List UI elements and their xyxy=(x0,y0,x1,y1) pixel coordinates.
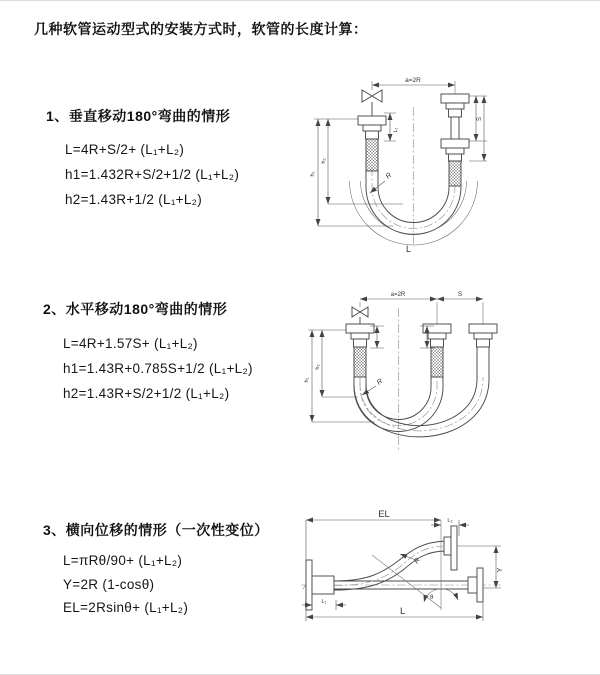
dim-label-s: S xyxy=(477,116,483,122)
left-fitting-assembly xyxy=(358,81,386,171)
formula-line: Y=2R (1-cosθ) xyxy=(63,576,155,592)
radius-label: R xyxy=(375,377,385,387)
left-flange-assembly xyxy=(306,560,334,610)
angle-label: θ xyxy=(430,595,434,601)
dim-label-h2: h₂ xyxy=(315,364,321,370)
left-fitting-assembly xyxy=(346,302,374,377)
section2-formulas xyxy=(63,331,253,406)
valve-icon xyxy=(362,90,382,102)
length-label: L xyxy=(406,244,412,254)
dim-label-el: EL xyxy=(378,509,390,520)
dim-label-a2r: a=2R xyxy=(405,77,421,84)
dim-label-l2: L₂ xyxy=(447,518,453,524)
diagram1-svg xyxy=(300,69,585,261)
section3-formulas xyxy=(63,549,188,620)
formula-line: EL=2Rsinθ+ (L₁+L₂) xyxy=(63,600,189,615)
hose-u-position2 xyxy=(354,377,489,437)
dim-label-l1: L₁ xyxy=(393,127,399,133)
dim-label-h1: h₁ xyxy=(304,377,310,383)
radius-label: R xyxy=(384,171,394,181)
valve-icon xyxy=(352,307,368,317)
dim-label-y: Y xyxy=(497,567,504,573)
formula-line: L=πRθ/90+ (L₁+L₂) xyxy=(63,553,183,568)
formula-line: h1=1.432R+S/2+1/2 (L₁+L₂) xyxy=(65,167,240,182)
formula-line: h2=1.43R+S/2+1/2 (L₁+L₂) xyxy=(63,386,230,401)
braided-hose-section xyxy=(431,347,443,377)
formula-line: h1=1.43R+0.785S+1/2 (L₁+L₂) xyxy=(63,361,253,376)
diagram-horizontal-180 xyxy=(300,282,585,460)
page-top-edge xyxy=(0,0,600,1)
diagram2-svg xyxy=(300,282,585,460)
diagram-lateral-displacement xyxy=(296,500,591,650)
right-fitting-assembly xyxy=(441,81,469,186)
radius-label: R xyxy=(413,556,422,566)
right-fitting-assembly xyxy=(469,302,497,377)
s-curve-hose-position xyxy=(334,526,457,590)
formula-line: L=4R+S/2+ (L₁+L₂) xyxy=(65,142,185,157)
dimensions xyxy=(304,291,483,422)
braided-hose-section xyxy=(366,139,378,171)
diagram3-svg xyxy=(296,500,591,650)
dim-label-h1: h₁ xyxy=(310,171,316,177)
formula-line: L=4R+1.57S+ (L₁+L₂) xyxy=(63,336,198,351)
page-title: 几种软管运动型式的安装方式时，软管的长度计算： xyxy=(34,21,368,37)
braided-hose-section xyxy=(354,347,366,377)
dim-label-a2r: a=2R xyxy=(390,292,406,298)
section1-formulas xyxy=(65,137,239,212)
dimensions xyxy=(302,509,504,621)
section1-heading: 1、垂直移动180°弯曲的情形 xyxy=(46,108,231,124)
formula-line: h2=1.43R+1/2 (L₁+L₂) xyxy=(65,192,203,207)
dim-label-h2: h₂ xyxy=(321,158,327,164)
construction-lines xyxy=(372,520,458,610)
braided-hose-section xyxy=(449,161,461,186)
section3-heading: 3、横向位移的情形（一次性变位） xyxy=(43,522,269,538)
dim-label-s: S xyxy=(457,291,463,298)
diagram-vertical-180 xyxy=(300,69,585,261)
dim-label-l: L xyxy=(400,606,406,617)
dim-label-l1: L₁ xyxy=(321,599,327,605)
section2-heading: 2、水平移动180°弯曲的情形 xyxy=(43,301,228,317)
